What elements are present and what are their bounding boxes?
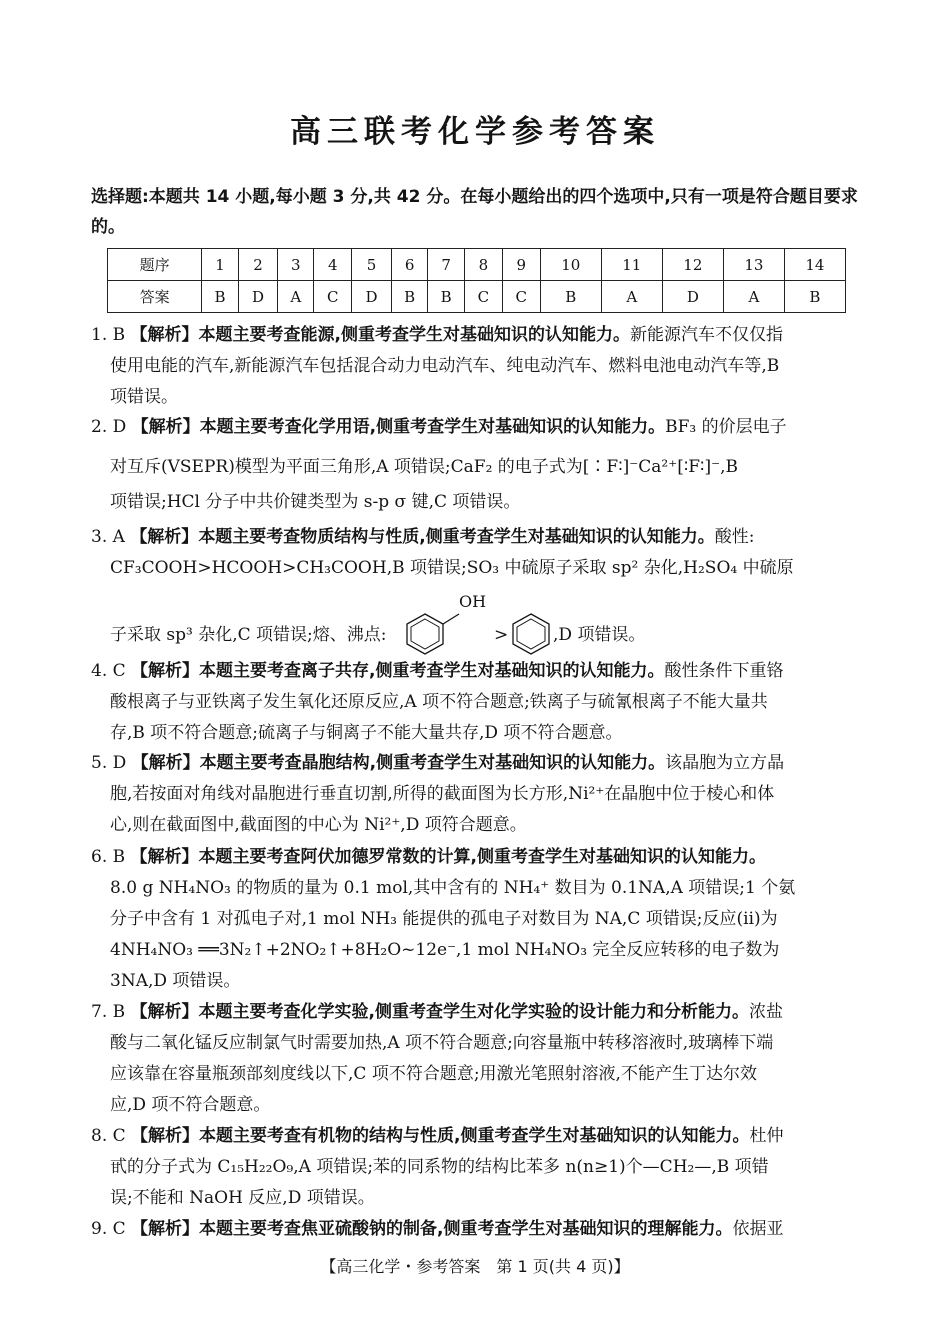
q3-structure-line — [91, 584, 863, 656]
item-text: 浓盐 — [749, 1002, 783, 1022]
analysis-tag: 【解析】 — [130, 847, 199, 867]
analysis-tag: 【解析】 — [131, 753, 200, 773]
item-text: CF₃COOH>HCOOH>CH₃COOH,B 项错误;SO₃ 中硫原子采取 sp² 杂化,H₂SO₄ 中硫原 — [110, 558, 794, 578]
table-cell: 5 — [352, 249, 392, 281]
item-text: 酸与二氧化锰反应制氯气时需要加热,A 项不符合题意;向容量瓶中转移溶液时,玻璃棒下端 — [110, 1033, 774, 1053]
table-row-answers — [108, 281, 846, 313]
item-lead: 本题主要考查晶胞结构,侧重考查学生对基础知识的认知能力。 — [199, 753, 666, 773]
item-text: 项错误;HCl 分子中共价键类型为 s-p σ 键,C 项错误。 — [110, 492, 521, 512]
analysis-tag: 【解析】 — [130, 1002, 199, 1022]
answer-item-8 — [91, 1121, 863, 1214]
item-text: 酸性: — [714, 527, 755, 547]
item-text: 依据亚 — [732, 1219, 784, 1239]
table-cell: B — [202, 281, 239, 313]
answer-item-2 — [91, 412, 863, 518]
item-text: BF₃ 的价层电子 — [665, 417, 787, 437]
page-footer: 【高三化学・参考答案 第 1 页(共 4 页)】 — [320, 1257, 630, 1276]
item-text: 酸性条件下重铬 — [664, 661, 784, 681]
item-text: 存,B 项不符合题意;硫离子与铜离子不能大量共存,D 项不符合题意。 — [110, 723, 623, 743]
table-cell: 9 — [502, 249, 540, 281]
table-cell: 7 — [428, 249, 465, 281]
analysis-tag: 【解析】 — [131, 661, 200, 681]
table-cell: A — [278, 281, 314, 313]
analysis-tag: 【解析】 — [130, 527, 199, 547]
item-text: 心,则在截面图中,截面图的中心为 Ni²⁺,D 项符合题意。 — [110, 815, 527, 835]
item-text: 新能源汽车不仅仅指 — [630, 325, 783, 345]
item-lead: 本题主要考查阿伏加德罗常数的计算,侧重考查学生对基础知识的认知能力。 — [198, 847, 766, 867]
table-cell: D — [662, 281, 723, 313]
table-cell: D — [238, 281, 278, 313]
item-text: 杜仲 — [749, 1126, 784, 1146]
row-label: 答案 — [108, 281, 202, 313]
table-cell: 12 — [662, 249, 723, 281]
item-number: 8. C — [91, 1126, 126, 1146]
table-cell: 14 — [784, 249, 845, 281]
item-lead: 本题主要考查化学用语,侧重考查学生对基础知识的认知能力。 — [199, 417, 666, 437]
item-number: 9. C — [91, 1219, 126, 1239]
table-cell: C — [314, 281, 352, 313]
table-cell: 1 — [202, 249, 239, 281]
item-lead: 本题主要考查物质结构与性质,侧重考查学生对基础知识的认知能力。 — [198, 527, 715, 547]
table-cell: C — [464, 281, 502, 313]
table-cell: B — [391, 281, 428, 313]
item-text: 该晶胞为立方晶 — [665, 753, 785, 773]
item-lead: 本题主要考查离子共存,侧重考查学生对基础知识的认知能力。 — [199, 661, 665, 681]
item-text: 酸根离子与亚铁离子发生氧化还原反应,A 项不符合题意;铁离子与硫氰根离子不能大量共 — [110, 692, 768, 712]
analysis-tag: 【解析】 — [130, 325, 199, 345]
item-number: 3. A — [91, 527, 125, 547]
item-number: 6. B — [91, 847, 126, 867]
table-cell: C — [502, 281, 540, 313]
page-title: 高三联考化学参考答案 — [290, 114, 660, 150]
table-cell: A — [723, 281, 784, 313]
item-text: 分子中含有 1 对孤电子对,1 mol NH₃ 能提供的孤电子对数目为 NA,C 项错误;反应(ⅱ)为 — [110, 909, 778, 929]
row-label: 题序 — [108, 249, 202, 281]
table-cell: 3 — [278, 249, 314, 281]
item-number: 7. B — [91, 1002, 126, 1022]
table-cell: 2 — [238, 249, 278, 281]
table-cell: 4 — [314, 249, 352, 281]
item-text: 甙的分子式为 C₁₅H₂₂O₉,A 项错误;苯的同系物的结构比苯多 n(n≥1)个—CH₂—,B 项错 — [110, 1157, 769, 1177]
table-cell: 10 — [540, 249, 601, 281]
table-cell: 13 — [723, 249, 784, 281]
item-text: 误;不能和 NaOH 反应,D 项错误。 — [110, 1188, 375, 1208]
item-number: 2. D — [91, 417, 127, 437]
item-text: 子采取 sp³ 杂化,C 项错误;熔、沸点: — [110, 625, 387, 645]
answer-item-4 — [91, 656, 863, 749]
table-cell: D — [352, 281, 392, 313]
item-text: 胞,若按面对角线对晶胞进行垂直切割,所得的截面图为长方形,Ni²⁺在晶胞中位于棱心和体 — [110, 784, 775, 804]
table-cell: 6 — [391, 249, 428, 281]
analysis-tag: 【解析】 — [131, 1219, 200, 1239]
answer-item-5 — [91, 748, 863, 841]
item-text: 使用电能的汽车,新能源汽车包括混合动力电动汽车、纯电动汽车、燃料电池电动汽车等,B — [110, 356, 780, 376]
analysis-tag: 【解析】 — [131, 1126, 200, 1146]
phenol-structure — [403, 608, 463, 656]
item-number: 1. B — [91, 325, 126, 345]
intro-text: 选择题:本题共 14 小题,每小题 3 分,共 42 分。在每小题给出的四个选项中,只有一项是符合题目要求的。 — [91, 187, 858, 237]
answer-item-6 — [91, 842, 863, 997]
table-cell: B — [540, 281, 601, 313]
item-text: 4NH₄NO₃ ══3N₂↑+2NO₂↑+8H₂O~12e⁻,1 mol NH₄NO₃ 完全反应转移的电子数为 — [110, 940, 780, 960]
answer-item-1 — [91, 320, 863, 413]
gt-sign: > — [494, 625, 509, 645]
answer-table — [107, 248, 846, 313]
table-cell: B — [784, 281, 845, 313]
answer-item-9 — [91, 1214, 863, 1245]
item-text: 应该靠在容量瓶颈部刻度线以下,C 项不符合题意;用激光笔照射溶液,不能产生丁达尔效 — [110, 1064, 757, 1084]
item-text: 应,D 项不符合题意。 — [110, 1095, 271, 1115]
answer-item-3 — [91, 522, 863, 656]
benzene-structure — [509, 610, 553, 656]
oh-label: OH — [459, 592, 487, 611]
table-cell: 8 — [464, 249, 502, 281]
item-lead: 本题主要考查能源,侧重考查学生对基础知识的认知能力。 — [198, 325, 630, 345]
item-number: 4. C — [91, 661, 126, 681]
item-lead: 本题主要考查化学实验,侧重考查学生对化学实验的设计能力和分析能力。 — [198, 1002, 749, 1022]
table-cell: A — [601, 281, 662, 313]
table-row-numbers — [108, 249, 846, 281]
item-text: 8.0 g NH₄NO₃ 的物质的量为 0.1 mol,其中含有的 NH₄⁺ 数目为 0.1NA,A 项错误;1 个氨 — [110, 878, 796, 898]
analysis-tag: 【解析】 — [131, 417, 200, 437]
item-lead: 本题主要考查焦亚硫酸钠的制备,侧重考查学生对基础知识的理解能力。 — [199, 1219, 733, 1239]
answer-item-7 — [91, 997, 863, 1121]
item-number: 5. D — [91, 753, 127, 773]
table-cell: B — [428, 281, 465, 313]
item-text: 项错误。 — [110, 387, 178, 407]
item-text: ,D 项错误。 — [553, 625, 646, 645]
table-cell: 11 — [601, 249, 662, 281]
item-lead: 本题主要考查有机物的结构与性质,侧重考查学生对基础知识的认知能力。 — [199, 1126, 750, 1146]
item-text: 对互斥(VSEPR)模型为平面三角形,A 项错误;CaF₂ 的电子式为[∶F∶]⁻Ca²⁺[∶F∶]⁻,B — [110, 457, 738, 477]
item-text: 3NA,D 项错误。 — [110, 971, 241, 991]
